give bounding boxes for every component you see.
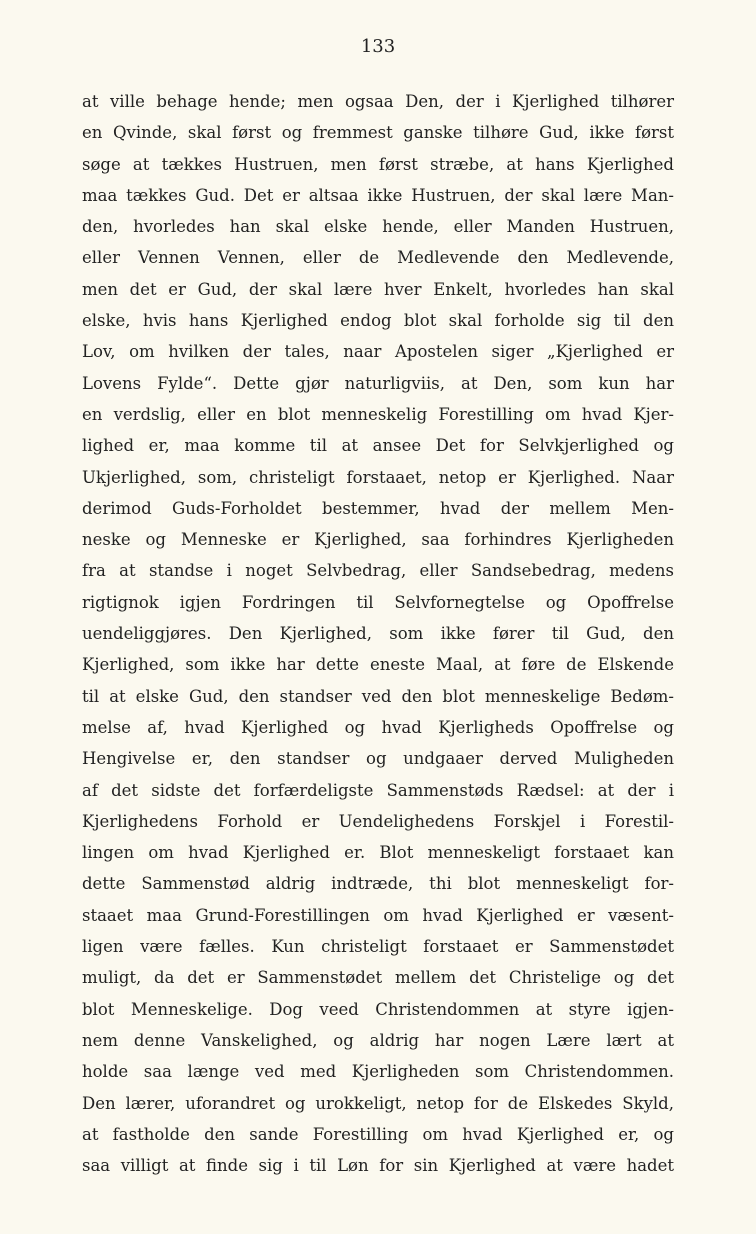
text-line: Lov, om hvilken der tales, naar Apostelen siger „Kjerlighed er xyxy=(82,342,674,362)
text-line: muligt, da det er Sammenstødet mellem det Christelige og det xyxy=(82,968,674,988)
text-line: lighed er, maa komme til at ansee Det for Selvkjerlighed og xyxy=(82,436,674,456)
text-line: staaet maa Grund-Forestillingen om hvad Kjerlighed er væsent- xyxy=(82,905,674,925)
body-text xyxy=(82,86,674,1181)
text-line: ligen være fælles. Kun christeligt forstaaet er Sammenstødet xyxy=(82,937,674,957)
text-line: Ukjerlighed, som, christeligt forstaaet, netop er Kjerlighed. Naar xyxy=(82,467,674,487)
text-line: saa villigt at finde sig i til Løn for sin Kjerlighed at være hadet xyxy=(82,1156,674,1176)
text-line: rigtignok igjen Fordringen til Selvfornegtelse og Opoffrelse xyxy=(82,592,674,612)
text-line: blot Menneskelige. Dog veed Christendommen at styre igjen- xyxy=(82,999,674,1019)
text-line: neske og Menneske er Kjerlighed, saa forhindres Kjerligheden xyxy=(82,530,674,550)
text-line: nem denne Vanskelighed, og aldrig har nogen Lære lært at xyxy=(82,1030,674,1050)
text-line: Lovens Fylde“. Dette gjør naturligviis, at Den, som kun har xyxy=(82,373,674,393)
text-line: den, hvorledes han skal elske hende, eller Manden Hustruen, xyxy=(82,217,674,237)
text-line: Kjerlighed, som ikke har dette eneste Maal, at føre de Elskende xyxy=(82,655,674,675)
text-line: til at elske Gud, den standser ved den blot menneskelige Bedøm- xyxy=(82,686,674,706)
text-line: at fastholde den sande Forestilling om hvad Kjerlighed er, og xyxy=(82,1124,674,1144)
text-line: Kjerlighedens Forhold er Uendelighedens Forskjel i Forestil- xyxy=(82,811,674,831)
text-line: maa tækkes Gud. Det er altsaa ikke Hustruen, der skal lære Man- xyxy=(82,185,674,205)
text-line: at ville behage hende; men ogsaa Den, der i Kjerlighed tilhører xyxy=(82,92,674,111)
text-line: Den lærer, uforandret og urokkeligt, netop for de Elskedes Skyld, xyxy=(82,1093,674,1113)
text-line: lingen om hvad Kjerlighed er. Blot menneskeligt forstaaet kan xyxy=(82,843,674,863)
text-line: eller Vennen Vennen, eller de Medlevende den Medlevende, xyxy=(82,248,674,268)
text-line: men det er Gud, der skal lære hver Enkelt, hvorledes han skal xyxy=(82,279,674,299)
text-line: holde saa længe ved med Kjerligheden som Christendommen. xyxy=(82,1062,674,1082)
page-number: 133 xyxy=(360,36,396,57)
text-line: Hengivelse er, den standser og undgaaer derved Muligheden xyxy=(82,749,674,769)
text-line: melse af, hvad Kjerlighed og hvad Kjerligheds Opoffrelse og xyxy=(82,717,674,737)
text-line: en Qvinde, skal først og fremmest ganske tilhøre Gud, ikke først xyxy=(82,123,674,143)
text-line: derimod Guds-Forholdet bestemmer, hvad der mellem Men- xyxy=(82,498,674,518)
text-line: uendeliggjøres. Den Kjerlighed, som ikke fører til Gud, den xyxy=(82,624,674,644)
text-line: af det sidste det forfærdeligste Sammenstøds Rædsel: at der i xyxy=(82,780,674,800)
text-line: fra at standse i noget Selvbedrag, eller Sandsebedrag, medens xyxy=(82,561,674,581)
text-line: en verdslig, eller en blot menneskelig Forestilling om hvad Kjer- xyxy=(82,404,674,424)
text-line: søge at tækkes Hustruen, men først stræbe, at hans Kjerlighed xyxy=(82,154,674,174)
text-line: dette Sammenstød aldrig indtræde, thi blot menneskeligt for- xyxy=(82,874,674,894)
text-line: elske, hvis hans Kjerlighed endog blot skal forholde sig til den xyxy=(82,311,674,331)
